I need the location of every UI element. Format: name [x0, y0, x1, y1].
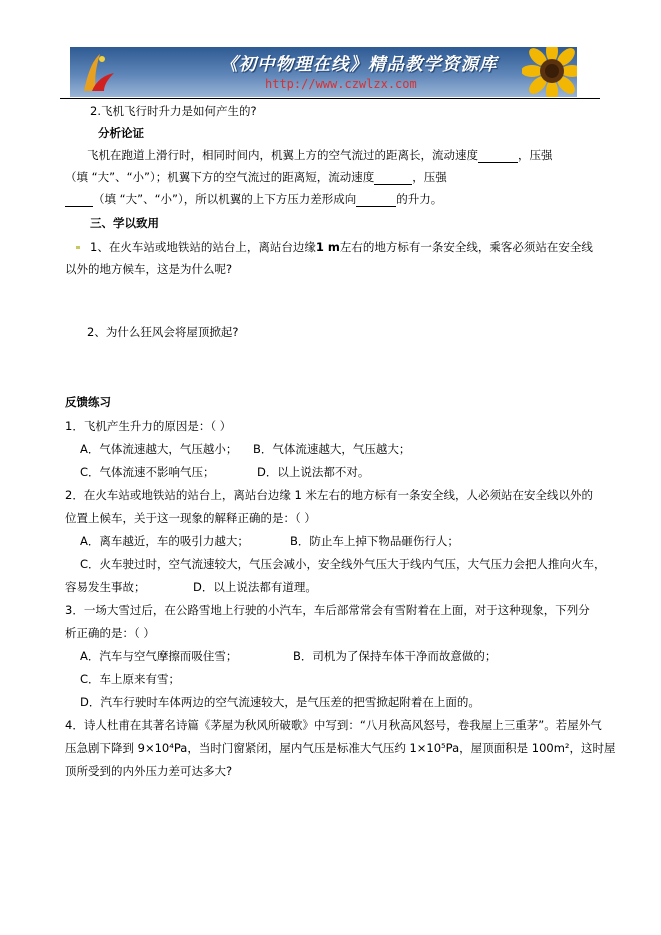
feedback-heading: 反馈练习	[65, 395, 111, 409]
apply-question-1-cont: 以外的地方候车，这是为什么呢?	[65, 262, 233, 276]
answer-blank[interactable]	[374, 172, 412, 185]
exercise-1-option-c: C．气体流速不影响气压；	[80, 465, 215, 479]
sunflower-icon	[522, 47, 577, 97]
banner-url[interactable]: http://www.czwlzx.com	[265, 77, 417, 91]
apply-question-2: 2、为什么狂风会将屋顶掀起?	[87, 325, 239, 339]
answer-blank[interactable]	[356, 194, 396, 207]
exercise-2: 2．在火车站或地铁站的站台上，离站台边缘 1 米左右的地方标有一条安全线，人必须站在安全线以外的	[65, 488, 593, 502]
question-2-heading: 2.飞机飞行时升力是如何产生的?	[90, 104, 257, 118]
paragraph-line: （填 “大”、“小”），所以机翼的上下方压力差形成向 的升力。	[65, 191, 442, 207]
exercise-2-option-b: B．防止车上掉下物品砸伤行人；	[290, 534, 459, 548]
analysis-heading: 分析论证	[98, 126, 144, 140]
exercise-3-option-c: C．车上原来有雪；	[80, 672, 181, 686]
exercise-4-cont: 压急剧下降到 9×10⁴Pa，当时门窗紧闭，屋内气压是标准大气压约 1×10⁵Pa，屋顶面积是 100m²，这时屋	[65, 741, 616, 755]
paragraph-line: （填 “大”、“小”）；机翼下方的空气流过的距离短，流动速度 ，压强	[65, 170, 447, 184]
banner-title: 《初中物理在线》精品教学资源库	[220, 55, 498, 75]
exercise-2-option-c-cont: 容易发生事故；	[65, 580, 146, 594]
header-rule	[60, 98, 600, 99]
bullet-mark	[76, 246, 80, 249]
exercise-2-option-a: A．离车越近，车的吸引力越大；	[80, 534, 249, 548]
answer-blank[interactable]	[65, 194, 93, 207]
exercise-3-option-a: A．汽车与空气摩擦而吸住雪；	[80, 649, 238, 663]
exercise-1-option-d: D．以上说法都不对。	[257, 465, 370, 479]
logo-icon	[78, 51, 118, 95]
exercise-3-cont: 析正确的是：（ ）	[65, 626, 155, 640]
exercise-2-cont: 位置上候车，关于这一现象的解释正确的是：（ ）	[65, 511, 316, 525]
exercise-3: 3．一场大雪过后，在公路雪地上行驶的小汽车，车后部常常会有雪附着在上面，对于这种现象，下列分	[65, 603, 590, 617]
exercise-2-option-d: D．以上说法都有道理。	[193, 580, 317, 594]
exercise-1-option-a: A．气体流速越大，气压越小；	[80, 442, 238, 456]
exercise-4: 4．诗人杜甫在其著名诗篇《茅屋为秋风所破歌》中写到：“八月秋高风怒号，卷我屋上三重茅”。若屋外气	[65, 718, 602, 732]
exercise-4-cont-2: 顶所受到的内外压力差可达多大?	[65, 764, 233, 778]
exercise-3-option-d: D．汽车行驶时车体两边的空气流速较大，是气压差的把雪掀起附着在上面的。	[80, 695, 480, 709]
exercise-3-option-b: B．司机为了保持车体干净而故意做的；	[293, 649, 497, 663]
exercise-1-option-b: B．气体流速越大，气压越大；	[253, 442, 411, 456]
exercise-1: 1．飞机产生升力的原因是：（ ）	[65, 419, 232, 433]
exercise-2-option-c: C．火车驶过时，空气流速较大，气压会减小，安全线外气压大于线内气压，大气压力会把人推向火车，	[80, 557, 606, 571]
paragraph-line: 飞机在跑道上滑行时，相同时间内，机翼上方的空气流过的距离长，流动速度 ，压强	[87, 148, 553, 162]
section-3-heading: 三、学以致用	[90, 216, 159, 230]
answer-blank[interactable]	[478, 150, 518, 163]
apply-question-1: 1、在火车站或地铁站的站台上，离站台边缘1 m左右的地方标有一条安全线，乘客必须站在安全线	[90, 240, 593, 254]
header-banner	[70, 47, 577, 97]
